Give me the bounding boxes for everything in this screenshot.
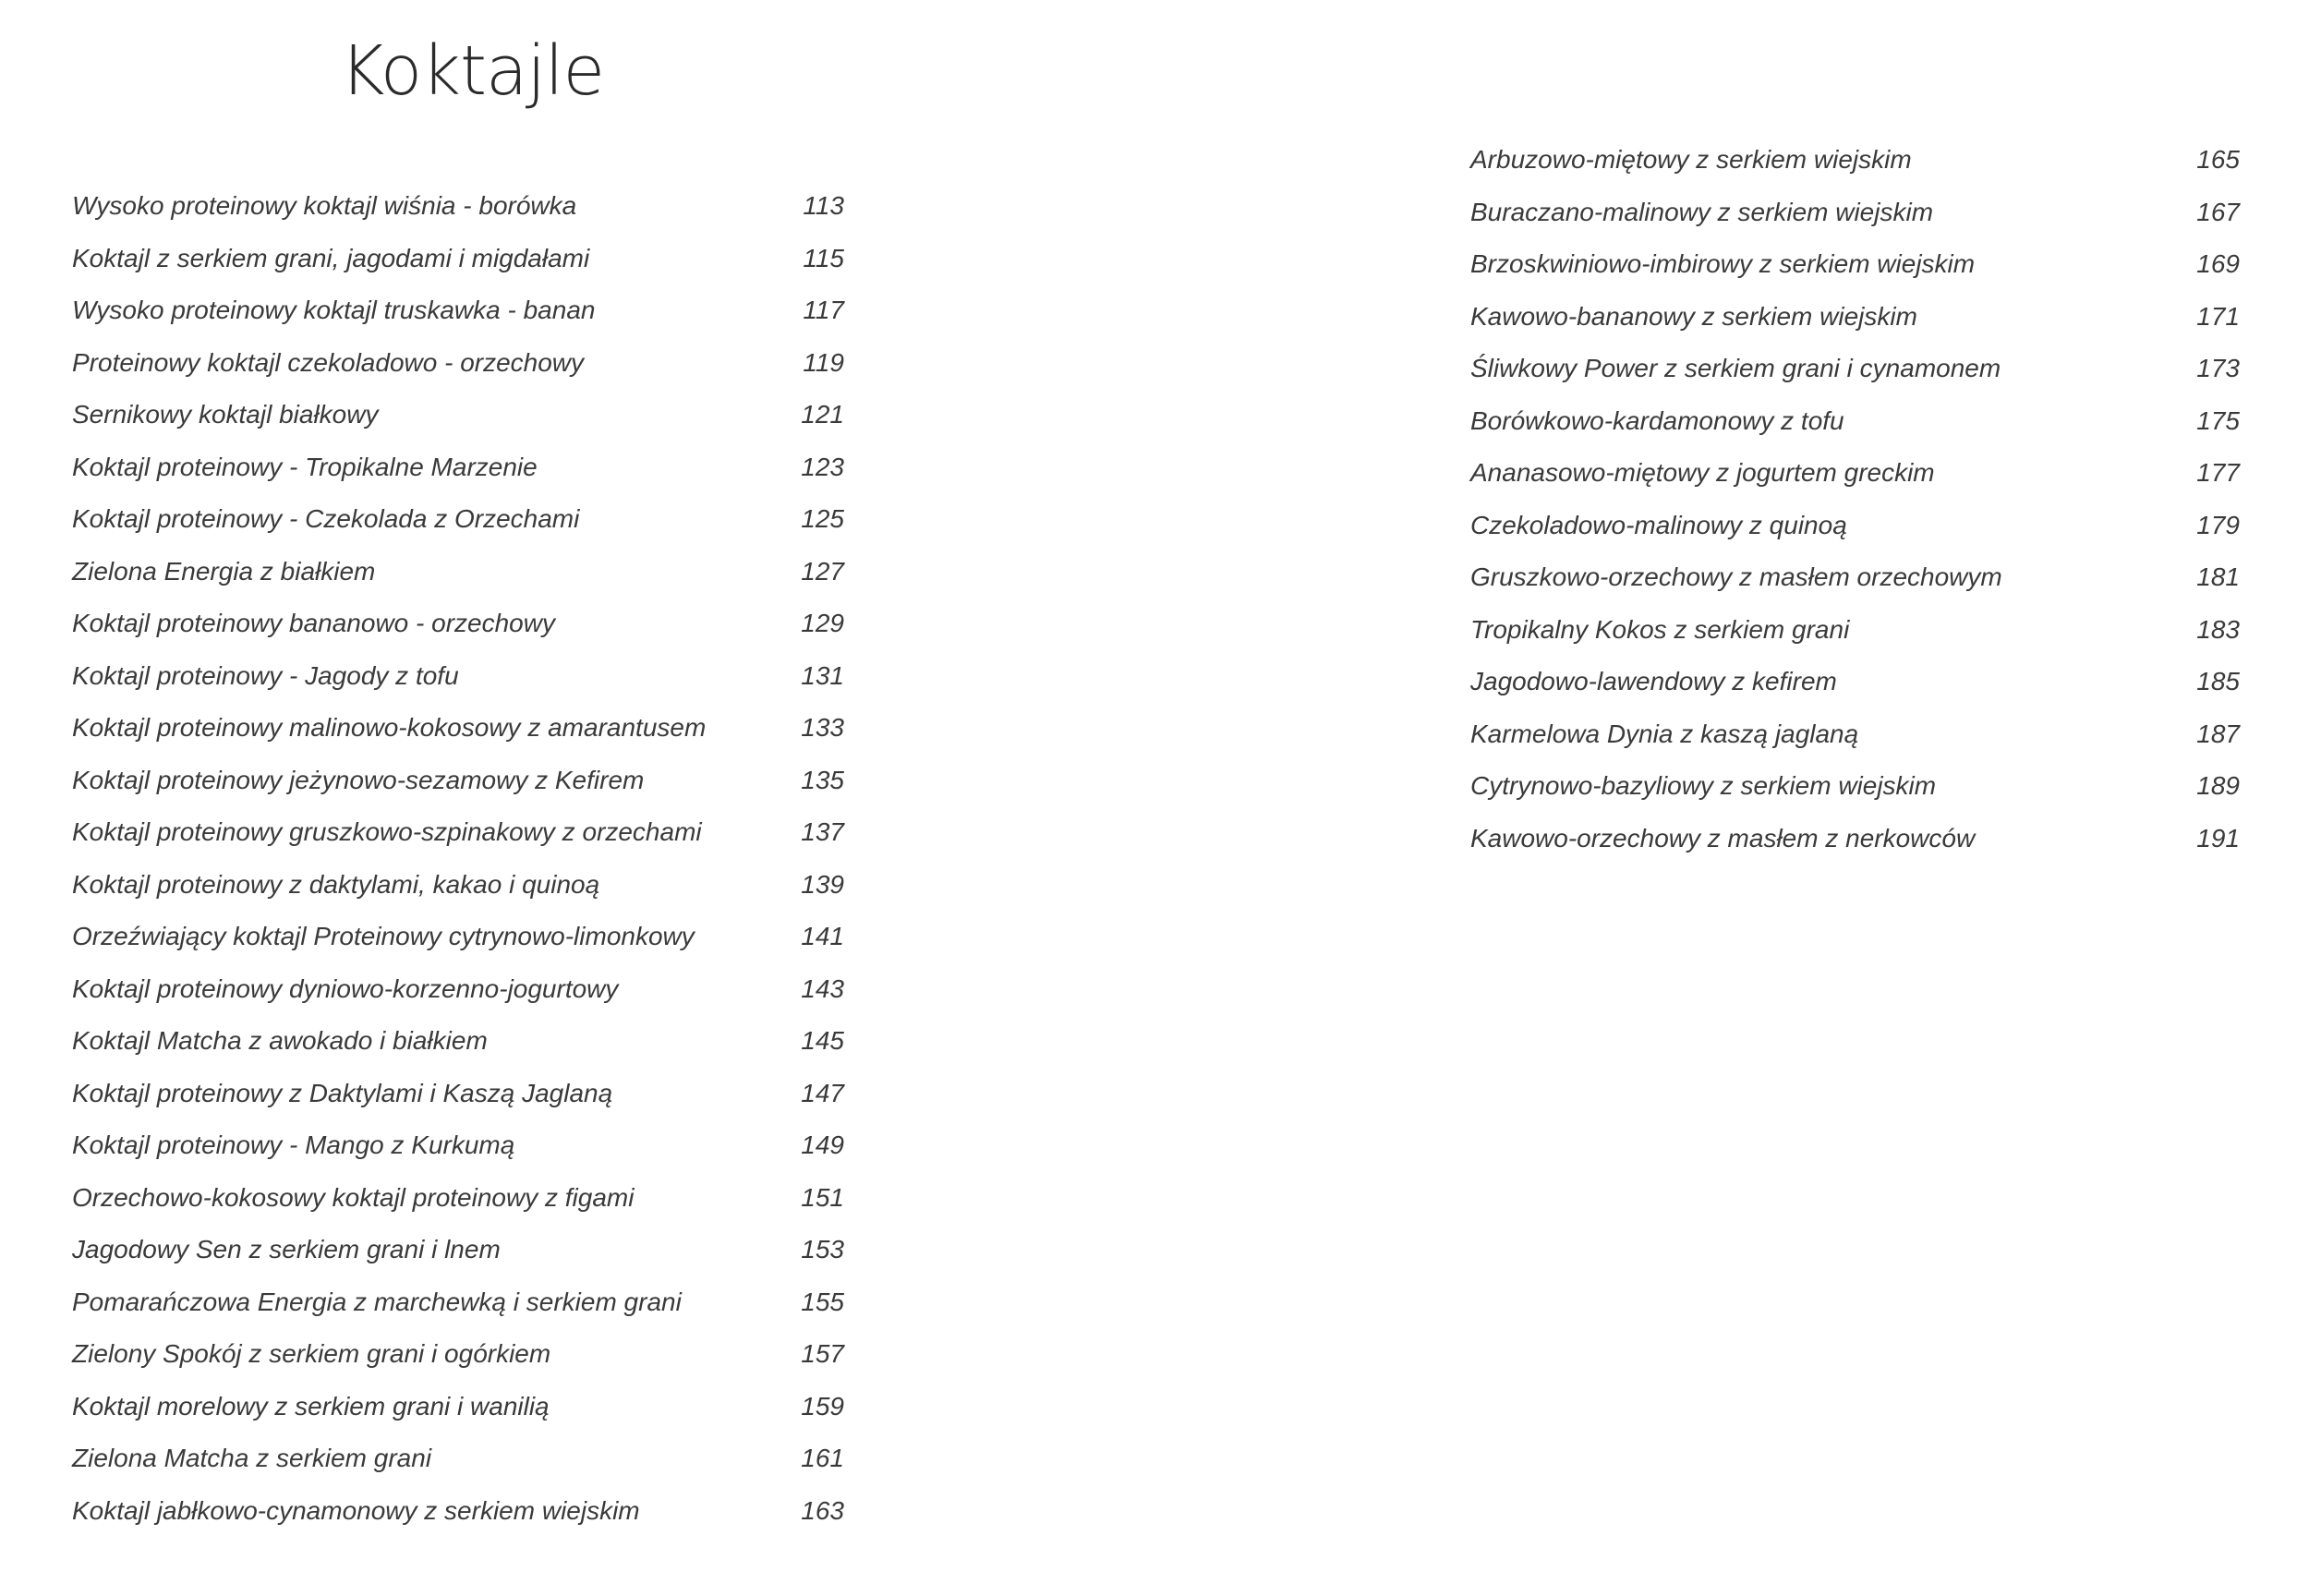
toc-entry-title: Brzoskwiniowo-imbirowy z serkiem wiejskim — [1470, 249, 1976, 278]
toc-entry-page-number: 145 — [801, 1026, 844, 1055]
toc-entry-page-number: 171 — [2196, 301, 2240, 331]
toc-entry-page-number: 189 — [2196, 771, 2240, 800]
toc-entry-title: Jagodowo-lawendowy z kefirem — [1470, 667, 1837, 695]
toc-entry[interactable] — [1470, 721, 2240, 774]
toc-entry-title: Koktajl proteinowy - Mango z Kurkumą — [72, 1130, 515, 1159]
toc-entry-title: Pomarańczowa Energia z marchewką i serkiem grani — [72, 1287, 682, 1316]
toc-entry-title: Koktajl morelowy z serkiem grani i wanilią — [72, 1391, 550, 1421]
toc-entry-page-number: 157 — [801, 1339, 844, 1368]
toc-entry[interactable] — [72, 1289, 844, 1342]
toc-entry-title: Koktajl jabłkowo-cynamonowy z serkiem wiejskim — [72, 1495, 640, 1525]
toc-entry-page-number: 141 — [801, 922, 844, 950]
toc-entry-page-number: 183 — [2196, 614, 2240, 644]
toc-entry[interactable] — [1470, 614, 2240, 670]
toc-entry-page-number: 113 — [803, 191, 844, 220]
toc-entry-page-number: 153 — [801, 1235, 844, 1264]
toc-entry-page-number: 125 — [801, 504, 844, 533]
toc-entry[interactable] — [72, 973, 844, 1029]
toc-entry[interactable] — [72, 1445, 844, 1498]
toc-entry-title: Jagodowy Sen z serkiem grani i lnem — [72, 1235, 501, 1264]
toc-entry-title: Koktajl proteinowy gruszkowo-szpinakowy z orzechami — [72, 817, 702, 846]
toc-entry-title: Buraczano-malinowy z serkiem wiejskim — [1470, 197, 1934, 226]
toc-entry-page-number: 173 — [2196, 354, 2240, 382]
toc-entry[interactable] — [72, 402, 844, 454]
toc-entry[interactable] — [72, 819, 844, 872]
toc-entry[interactable] — [72, 1391, 844, 1446]
toc-entry[interactable] — [72, 765, 844, 820]
toc-entry-page-number: 181 — [2196, 562, 2240, 591]
toc-entry-title: Koktajl proteinowy jeżynowo-sezamowy z Kefirem — [72, 765, 645, 794]
toc-entry-title: Sernikowy koktajl białkowy — [72, 400, 379, 429]
toc-entry-title: Wysoko proteinowy koktajl truskawka - banan — [72, 296, 596, 324]
toc-entry[interactable] — [72, 715, 844, 768]
toc-entry[interactable] — [1470, 564, 2240, 617]
toc-entry[interactable] — [72, 1237, 844, 1289]
toc-entry-title: Arbuzowo-miętowy z serkiem wiejskim — [1470, 145, 1912, 174]
toc-entry-title: Kawowo-orzechowy z masłem z nerkowców — [1470, 823, 1976, 852]
toc-entry-page-number: 159 — [801, 1391, 844, 1421]
toc-entry[interactable] — [72, 1028, 844, 1081]
toc-entry-page-number: 149 — [801, 1130, 844, 1159]
toc-entry[interactable] — [1470, 251, 2240, 304]
toc-entry-page-number: 179 — [2196, 510, 2240, 539]
toc-entry-title: Koktajl proteinowy z daktylami, kakao i quinoą — [72, 869, 600, 899]
toc-entry-title: Koktajl proteinowy - Tropikalne Marzenie — [72, 452, 538, 481]
toc-entry-title: Gruszkowo-orzechowy z masłem orzechowym — [1470, 562, 2002, 591]
toc-entry-title: Tropikalny Kokos z serkiem grani — [1470, 614, 1850, 644]
toc-entry[interactable] — [72, 243, 844, 298]
toc-entry-title: Koktajl proteinowy bananowo - orzechowy — [72, 609, 555, 637]
toc-entry-page-number: 175 — [2196, 405, 2240, 435]
toc-entry-title: Koktajl proteinowy malinowo-kokosowy z amarantusem — [72, 713, 707, 742]
toc-entry[interactable] — [72, 611, 844, 663]
toc-entry[interactable] — [72, 1182, 844, 1238]
toc-entry-page-number: 151 — [801, 1182, 844, 1212]
toc-entry-title: Cytrynowo-bazyliowy z serkiem wiejskim — [1470, 771, 1937, 800]
toc-entry-title: Śliwkowy Power z serkiem grani i cynamonem — [1470, 354, 2001, 382]
toc-entry-title: Koktajl proteinowy z Daktylami i Kaszą Jaglaną — [72, 1078, 613, 1107]
toc-entry-title: Proteinowy koktajl czekoladowo - orzechowy — [72, 347, 585, 377]
toc-entry-page-number: 143 — [801, 973, 844, 1003]
toc-entry[interactable] — [72, 347, 844, 403]
toc-entry-page-number: 135 — [801, 765, 844, 794]
toc-entry-page-number: 185 — [2196, 667, 2240, 695]
toc-entry-title: Wysoko proteinowy koktajl wiśnia - borówka — [72, 191, 577, 220]
toc-entry[interactable] — [1470, 510, 2240, 565]
toc-entry[interactable] — [72, 1495, 844, 1551]
toc-entry-page-number: 115 — [803, 243, 844, 272]
toc-entry-page-number: 187 — [2196, 719, 2240, 748]
toc-entry-page-number: 121 — [801, 400, 844, 429]
toc-entry-page-number: 167 — [2196, 197, 2240, 226]
toc-entry-page-number: 129 — [801, 609, 844, 637]
toc-entry-page-number: 117 — [803, 296, 844, 324]
toc-entry-title: Ananasowo-miętowy z jogurtem greckim — [1470, 458, 1935, 487]
toc-entry-title: Karmelowa Dynia z kaszą jaglaną — [1470, 719, 1859, 748]
toc-entry[interactable] — [72, 660, 844, 716]
toc-entry[interactable] — [72, 924, 844, 976]
toc-entry[interactable] — [1470, 669, 2240, 721]
toc-entry-page-number: 147 — [801, 1078, 844, 1107]
toc-entry-title: Orzeźwiający koktajl Proteinowy cytrynowo-limonkowy — [72, 922, 695, 950]
toc-entry-page-number: 139 — [801, 869, 844, 899]
toc-right-column — [1470, 147, 2240, 877]
toc-entry[interactable] — [72, 869, 844, 925]
toc-entry-page-number: 155 — [801, 1287, 844, 1316]
toc-entry[interactable] — [72, 454, 844, 507]
toc-entry-title: Orzechowo-kokosowy koktajl proteinowy z figami — [72, 1182, 635, 1212]
toc-entry-page-number: 137 — [801, 817, 844, 846]
toc-entry[interactable] — [72, 1341, 844, 1394]
toc-entry-page-number: 133 — [801, 713, 844, 742]
toc-entry[interactable] — [72, 1132, 844, 1185]
toc-entry-title: Zielona Matcha z serkiem grani — [72, 1444, 432, 1472]
toc-entry-page-number: 131 — [801, 660, 844, 690]
toc-entry-title: Koktajl proteinowy - Jagody z tofu — [72, 660, 459, 690]
toc-entry[interactable] — [1470, 356, 2240, 408]
toc-entry-page-number: 161 — [801, 1444, 844, 1472]
toc-entry-title: Czekoladowo-malinowy z quinoą — [1470, 510, 1847, 539]
toc-entry-title: Koktajl proteinowy - Czekolada z Orzechami — [72, 504, 580, 533]
toc-entry-page-number: 169 — [2196, 249, 2240, 278]
toc-entry-title: Koktajl z serkiem grani, jagodami i migdałami — [72, 243, 590, 272]
toc-entry-title: Koktajl proteinowy dyniowo-korzenno-jogurtowy — [72, 973, 619, 1003]
toc-entry[interactable] — [1470, 823, 2240, 878]
toc-entry[interactable] — [72, 556, 844, 611]
toc-entry[interactable] — [1470, 147, 2240, 200]
toc-entry-title: Borówkowo-kardamonowy z tofu — [1470, 405, 1844, 435]
toc-entry-page-number: 177 — [2196, 458, 2240, 487]
toc-entry-page-number: 191 — [2196, 823, 2240, 852]
toc-entry[interactable] — [1470, 197, 2240, 252]
toc-left-column — [72, 193, 844, 1550]
toc-entry[interactable] — [1470, 405, 2240, 461]
toc-entry[interactable] — [1470, 460, 2240, 513]
toc-entry-title: Zielona Energia z białkiem — [72, 556, 376, 586]
toc-entry-title: Koktajl Matcha z awokado i białkiem — [72, 1026, 488, 1055]
toc-entry[interactable] — [72, 193, 844, 246]
toc-entry[interactable] — [1470, 301, 2240, 357]
toc-entry[interactable] — [1470, 773, 2240, 826]
toc-entry-title: Zielony Spokój z serkiem grani i ogórkiem — [72, 1339, 551, 1368]
toc-entry-title: Kawowo-bananowy z serkiem wiejskim — [1470, 301, 1917, 331]
toc-entry[interactable] — [72, 506, 844, 559]
page-title: Koktajle — [340, 31, 604, 111]
toc-entry-page-number: 119 — [803, 347, 844, 377]
toc-entry-page-number: 165 — [2196, 145, 2240, 174]
toc-entry-page-number: 163 — [801, 1495, 844, 1525]
toc-entry[interactable] — [72, 297, 844, 350]
toc-entry-page-number: 127 — [801, 556, 844, 586]
toc-entry-page-number: 123 — [801, 452, 844, 481]
toc-entry[interactable] — [72, 1078, 844, 1133]
